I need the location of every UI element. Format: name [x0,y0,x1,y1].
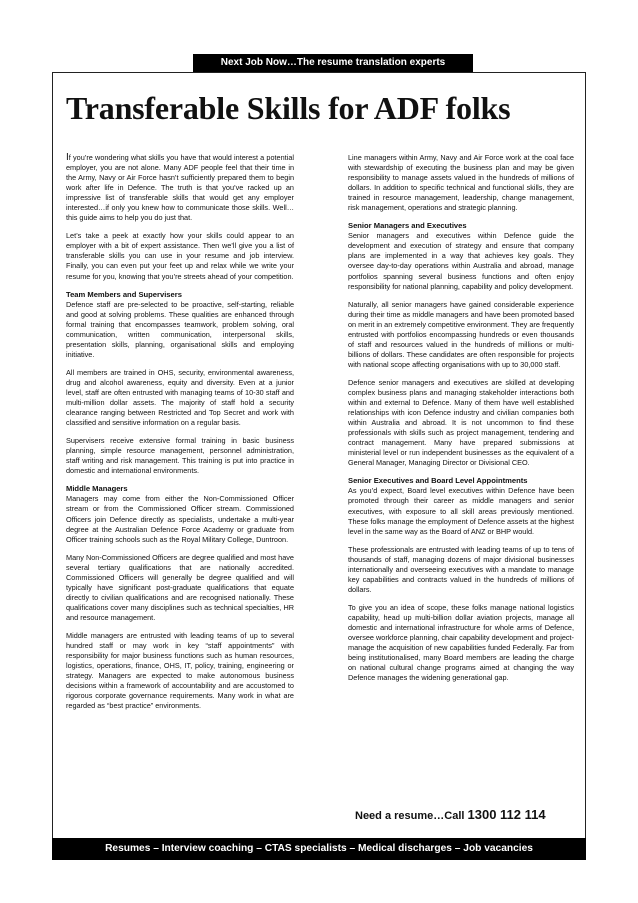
middle-managers-paragraph-3: Middle managers are entrusted with leading teams of up to several hundred staff or may work in key “staff appointments” with responsibility for major business functions such as human resources, logistics, operations, finance, OHS, IT, policy, training, engineering or strategy. Managers are expected to make autonomous business decisions within a framework of accountability and are accustomed to rigorous corporate governance requirements. Many work in what are regarded as “best practice” environments. [66,630,294,711]
middle-managers-paragraph-2: Many Non-Commissioned Officers are degree qualified and most have several tertiary qualifications that are nationally accredited. Commissioned Officers will generally be degree qualified and will typically have significant post-graduate qualifications that equate directly to civilian qualifications and are recognised nationally. These qualifications cover many disciplines such as technical specialties, HR and resource management. [66,552,294,622]
header-tagline-banner [193,54,473,72]
team-members-paragraph-3: Supervisers receive extensive formal training in basic business planning, simple resource management, personnel administration, staff writing and risk management. This training is put into practice in domestic and international environments. [66,436,294,476]
cta-phone-number[interactable]: 1300 112 114 [467,807,546,822]
left-column [66,153,294,719]
middle-managers-paragraph-1: Managers may come from either the Non-Commissioned Officer stream or from the Commissioned Officer stream. Commissioned Officers join Defence directly as specialists, undertake a multi-year degree at the Australian Defence Force Academy or graduate from Officer training schools such as the Royal Military College, Duntroon. [66,494,294,544]
intro-text: f you’re wondering what skills you have that would interest a potential employer, you are not alone. Many ADF people feel that their time in the Army, Navy or Air Force hasn’t sufficiently prepared them to begin work after life in Defence. The truth is that you’ve racked up an impressive list of transferable skills that would get any employer interested…if only you knew how to communicate those skills. Well…this guide aims to help you do just that. [66,153,294,223]
footer-services-banner [52,838,586,860]
call-to-action [355,808,546,823]
line-managers-paragraph: Line managers within Army, Navy and Air Force work at the coal face with stewardship of executing the business plan and may be given responsibility to manage assets valued in the hundreds of millions of dollars. In addition to specific technical and functional skills, they are trained in resource management, leadership, change management, risk management, operations and strategic planning. [348,153,574,213]
middle-managers-heading: Middle Managers [66,484,128,494]
header-tagline: Next Job Now…The resume translation experts [220,57,446,68]
board-level-paragraph-3: To give you an idea of scope, these folks manage national logistics capability, head up multi-billion dollar aviation projects, manage all domestic and international infrastructure for whole arms of Defence, oversee workforce planning, chair capability development and project-manage the acquisition of new capabilities funded Federally. Far from being institutionalised, many Board members are leading the charge on national cultural change programs aimed at changing the way Defence manages the widening generational gap. [348,602,574,683]
board-level-heading: Senior Executives and Board Level Appointments [348,476,528,486]
preview-paragraph: Let’s take a peek at exactly how your skills could appear to an employer with a bit of expert assistance. Then we’ll give you a list of transferable skills you can use in your resume and job interview. Finally, you can even put your feet up and relax while we write your resume for you, knowing that you’re streets ahead of your competition. [66,231,294,281]
intro-dropcap: I [66,152,69,163]
right-column [348,153,574,691]
senior-managers-paragraph-3: Defence senior managers and executives are skilled at developing complex business plans and managing stakeholder interactions both within and external to Defence. Many of them have well established relationships with icon Defence industry and civilian companies both within Australia and abroad. It is not uncommon to find these professionals with skills such as project management, tendering and contract management. Many have prepared submissions at ministerial level or run independent businesses as the equivalent of a General Manager, Managing Director or Divisional CEO. [348,377,574,468]
board-level-paragraph-2: These professionals are entrusted with leading teams of up to tens of thousands of staff, managing dozens of major divisional businesses internationally and overseeing executives with a mandate to manage key capabilities and contracts valued in the hundreds of millions of dollars. [348,544,574,594]
senior-managers-paragraph-1: Senior managers and executives within Defence guide the development and execution of strategy and ensure that company plans are implemented in a way that achieves key goals. They oversee day-to-day operations within Australia and abroad, manage portfolios spanning several business functions and often enjoy responsibility for national planning, capability and policy development. [348,231,574,291]
team-members-paragraph-1: Defence staff are pre-selected to be proactive, self-starting, reliable and good at solving problems. These qualities are enhanced through formal training that encompasses teamwork, problem solving, oral communication, written communication, interpersonal skills, presentation skills, planning, organisational skills and employing initiative. [66,299,294,359]
senior-managers-paragraph-2: Naturally, all senior managers have gained considerable experience during their time as middle managers and have been promoted based on merit in an extremely competitive environment. They are frequently entrusted with portfolios encompassing hundreds or even thousands of staff and resources valued in the hundreds of millions or multi-billions of dollars. These candidates are often responsible for projects with national scope affecting organisations with up to 30,000 staff. [348,299,574,369]
senior-managers-heading: Senior Managers and Executives [348,221,467,231]
intro-paragraph [66,153,294,223]
page-title: Transferable Skills for ADF folks [66,90,511,126]
team-members-heading: Team Members and Supervisers [66,289,182,299]
footer-services: Resumes – Interview coaching – CTAS specialists – Medical discharges – Job vacancies [105,843,533,854]
cta-text: Need a resume…Call [355,810,465,822]
team-members-paragraph-2: All members are trained in OHS, security, environmental awareness, drug and alcohol awareness, equity and diversity. Even at a junior level, staff are often entrusted with managing teams of 10-30 staff and multi-million dollar assets. The majority of staff hold a security clearance ranging between Restricted and Top Secret and work with classified and sensitive information on a regular basis. [66,367,294,428]
board-level-paragraph-1: As you’d expect, Board level executives within Defence have been promoted through their career as middle managers and senior executives, with exposure to all skill areas previously mentioned. These folks manage the employment of Defence assets at the highest level in the same way as the Board of ANZ or BHP would. [348,486,574,536]
